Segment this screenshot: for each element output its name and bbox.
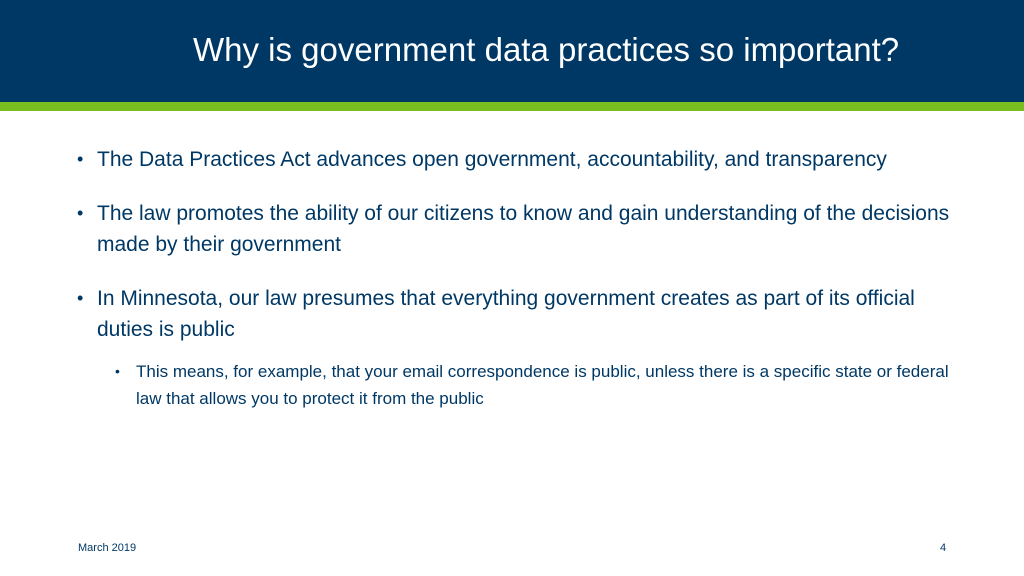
bullet-icon: • — [77, 203, 84, 223]
accent-bar — [0, 102, 1024, 111]
sub-bullet-text: This means, for example, that your email correspondence is public, unless there is a specific state or federal law that allows you to protect it from the public — [136, 362, 949, 408]
slide-title: Why is government data practices so important? — [193, 31, 900, 68]
bullet-item — [75, 283, 955, 345]
sub-bullet-item — [115, 358, 955, 412]
bullet-item — [75, 198, 955, 260]
bullet-text: In Minnesota, our law presumes that everything government creates as part of its official duties is public — [97, 287, 915, 341]
bullet-item — [75, 144, 955, 175]
slide-body — [75, 144, 955, 412]
title-banner — [0, 0, 1024, 102]
bullet-text: The law promotes the ability of our citizens to know and gain understanding of the decisions made by their government — [97, 202, 950, 256]
bullet-icon: • — [115, 363, 120, 379]
bullet-icon: • — [77, 288, 84, 308]
footer-date: March 2019 — [78, 542, 137, 554]
bullet-text: The Data Practices Act advances open government, accountability, and transparency — [97, 148, 887, 171]
bullet-icon: • — [77, 149, 84, 169]
page-number: 4 — [940, 542, 947, 554]
